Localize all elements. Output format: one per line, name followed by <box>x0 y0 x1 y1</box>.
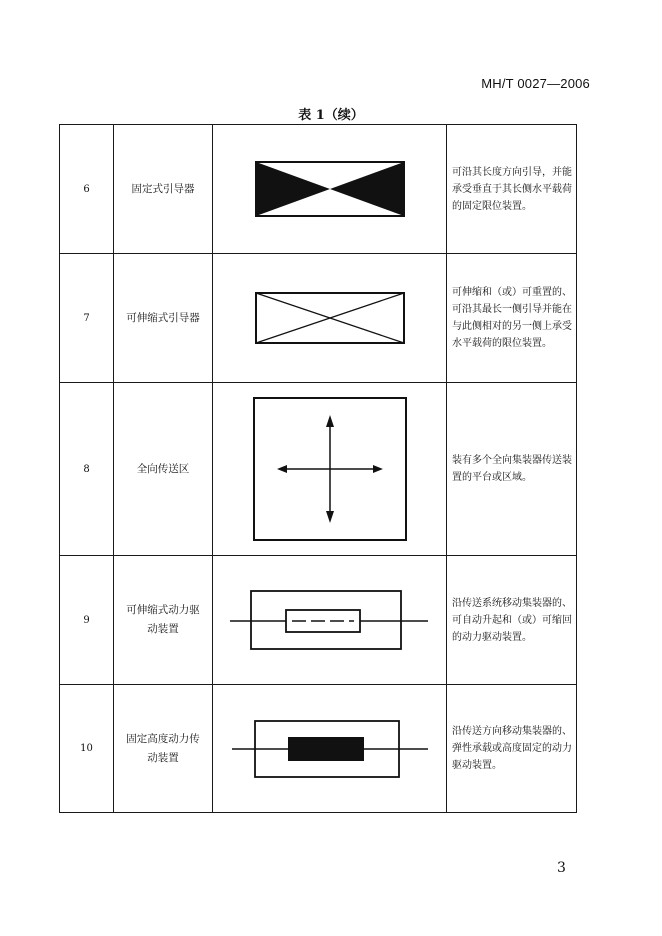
row-number: 6 <box>60 125 114 254</box>
row-number: 8 <box>60 383 114 556</box>
row-description: 可沿其长度方向引导，并能承受垂直于其长侧水平载荷的固定限位装置。 <box>447 125 577 254</box>
row-name: 可伸缩式动力驱动装置 <box>114 556 213 685</box>
row-name: 固定式引导器 <box>114 125 213 254</box>
row-name: 全向传送区 <box>114 383 213 556</box>
retractable-guide-symbol <box>213 254 447 383</box>
standard-code: MH/T 0027—2006 <box>481 76 590 91</box>
row-description: 沿传送系统移动集装器的、可自动升起和（或）可缩回的动力驱动装置。 <box>447 556 577 685</box>
fixed-height-power-drive-symbol <box>213 685 447 813</box>
row-number: 7 <box>60 254 114 383</box>
table-row <box>60 125 577 254</box>
table-row <box>60 383 577 556</box>
table-caption: 表 1（续） <box>298 108 364 123</box>
row-description: 可伸缩和（或）可重置的、可沿其最长一侧引导并能在与此侧相对的另一侧上承受水平载荷的限位装置。 <box>447 254 577 383</box>
row-description: 装有多个全向集装器传送装置的平台或区域。 <box>447 383 577 556</box>
row-number: 9 <box>60 556 114 685</box>
row-description: 沿传送方向移动集装器的、弹性承载或高度固定的动力驱动装置。 <box>447 685 577 813</box>
row-name: 可伸缩式引导器 <box>114 254 213 383</box>
table-row <box>60 685 577 813</box>
page-number: 3 <box>557 860 566 876</box>
table-row <box>60 254 577 383</box>
retractable-power-drive-symbol <box>213 556 447 685</box>
symbols-table <box>59 124 577 813</box>
row-number: 10 <box>60 685 114 813</box>
row-name: 固定高度动力传动装置 <box>114 685 213 813</box>
omnidirectional-transfer-symbol <box>213 383 447 556</box>
table-row <box>60 556 577 685</box>
fixed-guide-symbol <box>213 125 447 254</box>
